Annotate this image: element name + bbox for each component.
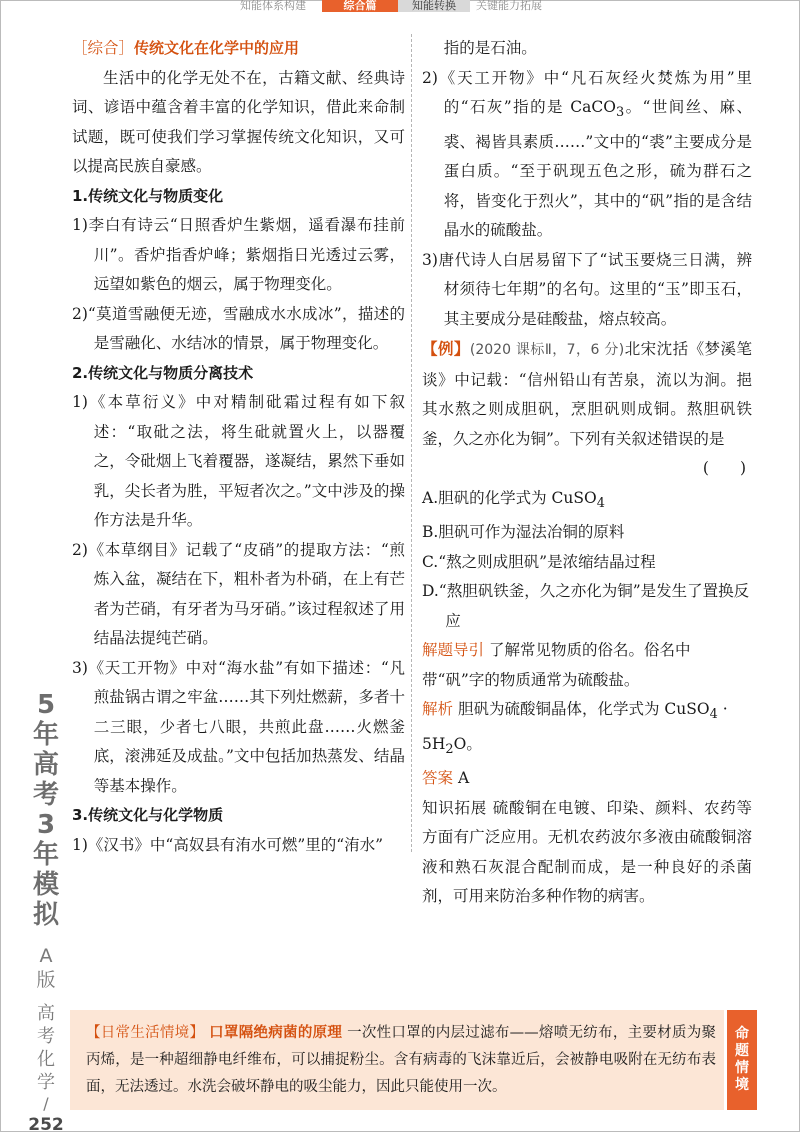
example-stem: 北宋沈括《梦溪笔谈》中记载：“信州铅山有苦泉，流以为涧。挹其水熬之则成胆矾，烹胆矾则成铜。熬胆矾铁釜，久之亦化为铜”。下列有关叙述错误的是 [422,340,752,448]
list-item: 1)《本草衍义》中对精制砒霜过程有如下叙述：“取砒之法，将生砒就置火上，以器覆之，令砒烟上飞着覆器，遂凝结，累然下垂如乳，尖长者为胜，平短者次之。”文中涉及的操作方法是升华。 [72,393,405,529]
page-number: 252 [28,1115,64,1135]
subject-char: 考 [37,1026,55,1047]
example-question [422,334,752,454]
list-item: 1)李白有诗云“日照香炉生紫烟，遥看瀑布挂前川”。香炉指香炉峰；紫烟指日光透过云雾，远望如紫色的烟云，属于物理变化。 [72,216,405,293]
section-intro: 生活中的化学无处不在，古籍文献、经典诗词、谚语中蕴含着丰富的化学知识，借此来命制试题，既可使我们学习掌握传统文化知识，又可以提高民族自豪感。 [72,68,405,175]
side-subject [26,1002,66,1094]
side-label-char: 题 [735,1043,749,1059]
section-header [72,34,405,64]
answer-label: 答案 [422,769,454,788]
context-title: 口罩隔绝病菌的原理 [209,1025,343,1041]
list-item: 3)唐代诗人白居易留下了“试玉要烧三日满，辨材须待七年期”的名句。这里的“玉”即玉石，其主要成分是硅酸盐，熔点较高。 [422,250,752,328]
left-column [72,34,405,860]
option-c: C.“熬之则成胆矾”是浓缩结晶过程 [422,552,656,571]
guide-row [422,636,752,695]
subscript: 2 [445,741,454,757]
list-item: 2)“莫道雪融便无迹，雪融成水水成冰”，描述的是雪融化、水结冰的情景，属于物理变化。 [72,304,405,352]
brand-char: 5 [36,690,56,720]
analysis-row [422,695,752,764]
brand-char: 年 [32,840,59,870]
side-slash: / [43,1094,49,1113]
analysis-text: · 5H [422,700,728,753]
context-box [70,1010,724,1110]
answer-value: A [457,769,470,788]
brand-char: 拟 [32,900,59,930]
option-text: A.胆矾的化学式为 CuSO [422,488,597,507]
side-label-char: 情 [735,1060,749,1076]
list-item: 2)《本草纲目》记载了“皮硝”的提取方法：“煎炼入盆，凝结在下，粗朴者为朴硝，在上有芒者为芒硝，有牙者为马牙硝。”该过程叙述了用结晶法提纯芒硝。 [72,540,405,647]
subject-char: 学 [37,1072,55,1093]
extension-row [422,794,752,912]
context-body: 一次性口罩的内层过滤布——熔喷无纺布，主要材质为聚丙烯，是一种超细静电纤维布，可以捕捉粉尘。含有病毒的飞沫靠近后，会被静电吸附在无纺布表面，无法透过。水洗会破坏静电的吸尘能力，因此只能使用一次。 [86,1025,717,1095]
context-tag: 【日常生活情境】 [86,1025,205,1041]
subscript: 3 [615,105,625,121]
subsection-heading: 3.传统文化与化学物质 [72,806,224,824]
item-text: 。“世间丝、麻、裘、褐皆具素质……”文中的“裘”主要成分是蛋白质。“至于矾现五色之形，硫为群石之将，皆变化于烈火”，其中的“矾”指的是含结晶水的硫酸盐。 [443,98,752,240]
item-text: 2)《天工开物》中“凡石灰经火焚炼为用”里的“石灰”指的是 CaCO [422,68,752,116]
subscript: 4 [709,707,718,723]
nav-tab-active: 综合篇 [322,0,398,12]
context-side-label [727,1010,757,1110]
brand-char: 3 [36,810,56,840]
right-column [422,34,752,912]
option-b: B.胆矾可作为湿法冶铜的原料 [422,523,625,542]
nav-tab-system: 知能体系构建 [240,0,306,12]
analysis-label: 解析 [422,700,454,719]
guide-text: 了解常见物质的俗名。俗名中带“矾”字的物质通常为硫酸盐。 [422,641,691,689]
subsection-heading: 2.传统文化与物质分离技术 [72,363,254,382]
extension-text: 硫酸铜在电镀、印染、颜料、农药等方面有广泛应用。无机农药波尔多液由硫酸铜溶液和熟石灰混合配制而成，是一种良好的杀菌剂，可用来防治多种作物的病害。 [422,798,752,906]
list-item [422,64,752,246]
analysis-text: 胆矾为硫酸铜晶体，化学式为 CuSO [457,700,710,719]
subject-char: 高 [37,1003,55,1024]
brand-char: 模 [32,870,59,900]
example-source: (2020 课标Ⅱ，7，6 分) [469,342,625,359]
nav-tab-transfer: 知能转换 [398,0,470,12]
top-nav-strip [240,0,660,16]
subsection-heading: 1.传统文化与物质变化 [72,186,224,205]
side-label-char: 命 [735,1026,749,1042]
answer-row [422,764,752,794]
side-label-char: 境 [735,1077,749,1093]
nav-tab-ability: 关键能力拓展 [476,0,542,12]
example-label: 【例】 [422,339,470,359]
brand-char: 年 [32,720,59,750]
brand-char: 考 [32,780,59,810]
column-divider [411,34,412,852]
section-tag: ［综合］ [72,39,135,57]
section-title: 传统文化在化学中的应用 [134,39,300,57]
edition-char: 版 [36,969,56,991]
answer-bracket: ( ) [702,459,746,478]
side-edition [26,944,66,992]
edition-char: A [39,945,53,967]
subscript: 4 [596,495,605,511]
analysis-text: O。 [453,734,482,753]
option-d: D.“熬胆矾铁釜，久之亦化为铜”是发生了置换反应 [422,582,750,630]
list-item-continuation: 指的是石油。 [443,39,537,57]
brand-char: 高 [32,750,59,780]
list-item: 3)《天工开物》中对“海水盐”有如下描述：“凡煎盐锅古谓之牢盆……其下列灶燃薪，多者十二三眼，少者七八眼，共煎此盘……火燃釜底，滚沸延及成盐。”文中包括加热蒸发、结晶等基本操作。 [72,658,405,795]
option-a [422,484,752,519]
context-text [86,1020,716,1101]
list-item: 1)《汉书》中“高奴县有洧水可燃”里的“洧水” [72,835,384,854]
guide-label: 解题导引 [422,641,485,660]
subject-char: 化 [37,1049,55,1070]
extension-label: 知识拓展 [422,798,488,817]
side-brand [26,690,66,930]
side-book-title [26,690,66,1136]
